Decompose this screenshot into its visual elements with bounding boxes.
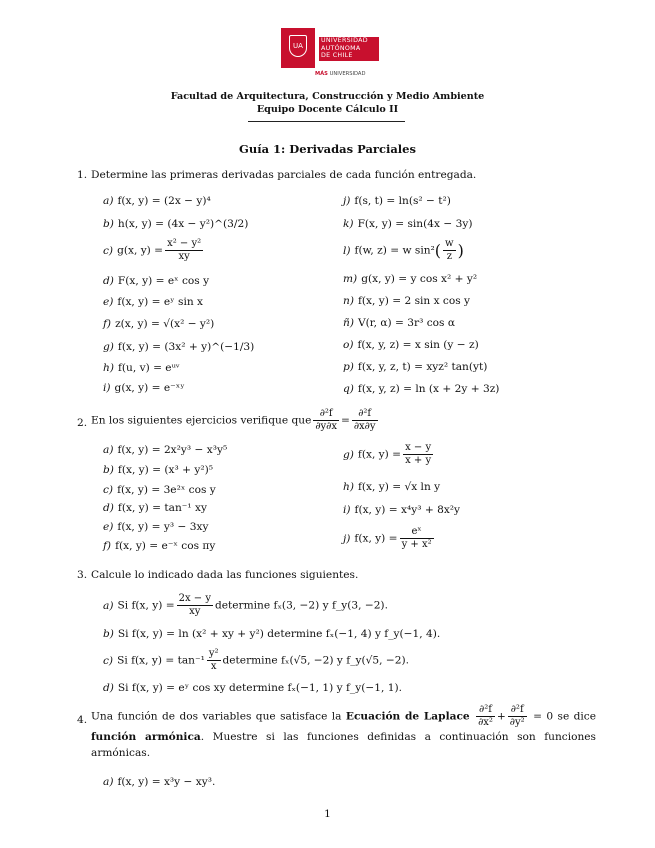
exercise-3-item: d) Si f(x, y) = eʸ cos xy determine fₓ(−1, 1) y f_y(−1, 1).: [103, 682, 402, 694]
exercise-2-item: d) f(x, y) = tan⁻¹ xy: [103, 502, 207, 514]
logo-line: AUTÓNOMA: [321, 44, 361, 52]
exercise-4-item: a) f(x, y) = x³y − xy³.: [103, 776, 216, 788]
exercise-1-item: n) f(x, y) = 2 sin x cos y: [343, 295, 471, 307]
logo-line: UNIVERSIDAD: [321, 37, 368, 44]
exercise-1-item: o) f(x, y, z) = x sin (y − z): [343, 339, 479, 351]
logo-tagline: MÁS UNIVERSIDAD: [315, 71, 366, 77]
exercise-1-item: ñ) V(r, α) = 3r³ cos α: [343, 317, 455, 329]
university-logo: [281, 28, 377, 76]
exercise-3-item: c) Si f(x, y) = tan⁻¹ $\frac{\text{y²}}{x}$ determine fₓ(√5, −2) y f_y(√5, −2).: [103, 648, 409, 672]
exercise-1-item: f) z(x, y) = √(x² − y²): [103, 318, 215, 330]
exercise-2-item: f) f(x, y) = e⁻ˣ cos πy: [103, 540, 216, 552]
exercise-1-item: b) h(x, y) = (4x − y²)^(3/2): [103, 218, 249, 230]
logo-wordmark: [319, 37, 379, 61]
exercise-2-item: b) f(x, y) = (x³ + y²)⁵: [103, 464, 213, 476]
exercise-4-statement: Una función de dos variables que satisface la Ecuación de Laplace $\frac{\text{∂²f}}{\text{∂x²}}$ + $\frac{\text{∂²f}}{\text{∂y²}}$ = 0 se dice función armónica. Muestre si las funciones definidas a continuación son funciones armónicas.: [91, 704, 596, 759]
exercise-1-item: h) f(u, v) = eᵘᵛ: [103, 362, 180, 374]
exercise-1-item: q) f(x, y, z) = ln (x + 2y + 3z): [343, 383, 500, 395]
exercise-3-statement: Calcule lo indicado dada las funciones siguientes.: [91, 569, 359, 581]
header-divider: [248, 121, 405, 122]
exercise-1-item: l) f(w, z) = w sin²( $\frac{w}{z}$ ): [343, 238, 464, 262]
exercise-3-item: a) Si f(x, y) = $\frac{2x - y}{xy}$ determine fₓ(3, −2) y f_y(3, −2).: [103, 593, 388, 617]
exercise-2-item: h) f(x, y) = √x ln y: [343, 481, 441, 493]
logo-line: DE CHILE: [321, 52, 353, 60]
exercise-number: 2.: [77, 417, 88, 429]
exercise-2-statement: En los siguientes ejercicios verifique que $\frac{\text{∂²f}}{\partial y\partial x}$ = $\frac{\text{∂²f}}{\partial x\partial y}$: [91, 408, 376, 432]
teaching-team: Equipo Docente Cálculo II: [256, 104, 399, 115]
exercise-1-item: p) f(x, y, z, t) = xyz² tan(yt): [343, 361, 488, 373]
exercise-1-item: m) g(x, y) = y cos x² + y²: [343, 273, 478, 285]
exercise-1-item: k) F(x, y) = sin(4x − 3y): [343, 218, 473, 230]
exercise-number: 4.: [77, 714, 88, 726]
exercise-3-item: b) Si f(x, y) = ln (x² + xy + y²) determine fₓ(−1, 4) y f_y(−1, 4).: [103, 628, 441, 640]
exercise-1-item: d) F(x, y) = eˣ cos y: [103, 275, 210, 287]
shield-icon: UA: [289, 35, 307, 57]
exercise-2-item: j) f(x, y) = $\frac{\text{eˣ}}{\text{y + x²}}$: [343, 526, 432, 550]
exercise-1-item: j) f(s, t) = ln(s² − t²): [343, 195, 451, 207]
exercise-1-item: e) f(x, y) = eʸ sin x: [103, 296, 204, 308]
exercise-2-item: e) f(x, y) = y³ − 3xy: [103, 521, 209, 533]
exercise-1-item: c) g(x, y) = $\frac{\text{x² − y²}}{xy}$: [103, 238, 202, 262]
guide-title: Guía 1: Derivadas Parciales: [239, 142, 416, 156]
exercise-1-item: a) f(x, y) = (2x − y)⁴: [103, 195, 211, 207]
page-number: 1: [324, 808, 331, 820]
faculty-name: Facultad de Arquitectura, Construcción y Medio Ambiente: [170, 91, 485, 102]
exercise-2-item: g) f(x, y) = $\frac{x - y}{x + y}$: [343, 442, 432, 466]
exercise-1-item: i) g(x, y) = e⁻ˣʸ: [103, 382, 185, 394]
exercise-2-item: a) f(x, y) = 2x²y³ − x³y⁵: [103, 444, 228, 456]
exercise-1-statement: Determine las primeras derivadas parciales de cada función entregada.: [91, 169, 477, 181]
exercise-2-item: c) f(x, y) = 3e²ˣ cos y: [103, 484, 216, 496]
logo-mark: [281, 28, 315, 68]
exercise-1-item: g) f(x, y) = (3x² + y)^(−1/3): [103, 341, 255, 353]
exercise-number: 3.: [77, 569, 88, 581]
exercise-2-item: i) f(x, y) = x⁴y³ + 8x²y: [343, 504, 461, 516]
exercise-number: 1.: [77, 169, 88, 181]
